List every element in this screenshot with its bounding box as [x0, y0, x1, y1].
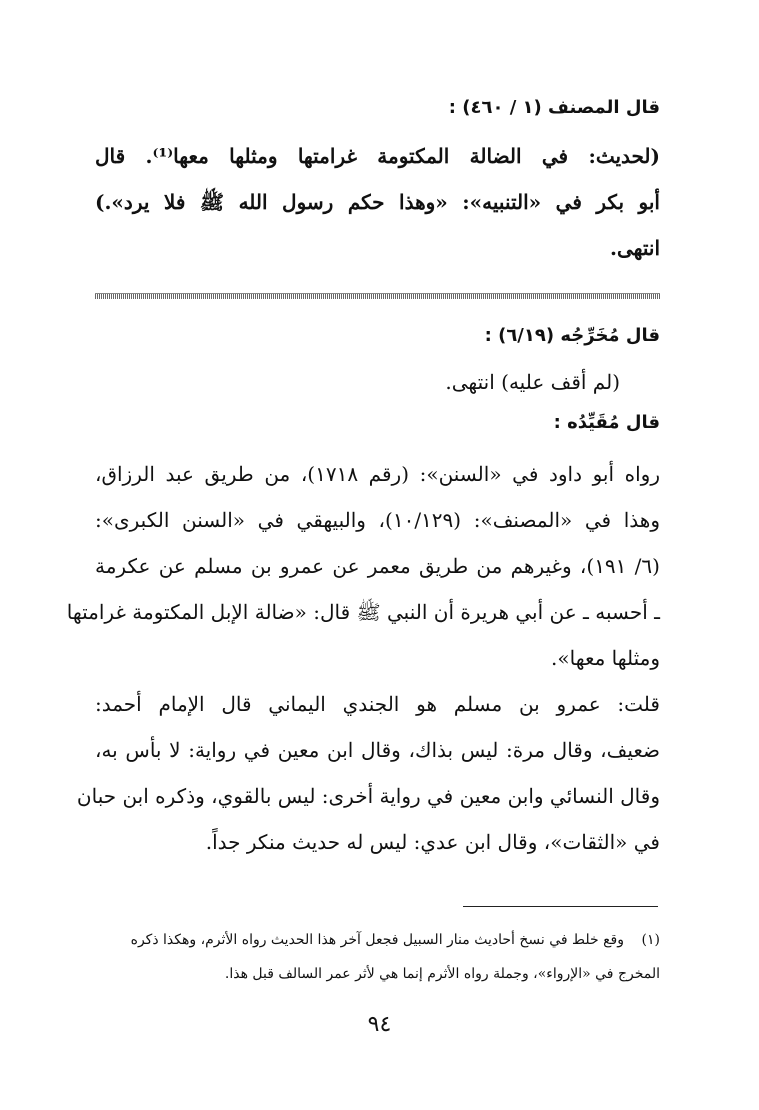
section-heading-muqayyid: قال مُقَيِّدُه : [553, 412, 660, 433]
paragraph-line: رواه أبو داود في «السنن»: (رقم ١٧١٨)، من طريق عبد الرزاق، [95, 462, 660, 486]
quote-line: (لحديث: في الضالة المكتومة غرامتها ومثلها معها⁽¹⁾. قال [95, 144, 660, 168]
takhrij-text: (لم أقف عليه) انتهى. [445, 370, 620, 394]
paragraph-line: في «الثقات»، وقال ابن عدي: ليس له حديث منكر جداً. [205, 830, 660, 854]
paragraph-line: (٦/ ١٩١)، وغيرهم من طريق معمر عن عمرو بن مسلم عن عكرمة [95, 554, 660, 578]
quote-line: أبو بكر في «التنبيه»: «وهذا حكم رسول الله ﷺ فلا يرد».) [95, 190, 660, 214]
section-divider [95, 293, 660, 299]
section-heading-takhrij: قال مُخَرِّجُه (٦/١٩) : [484, 325, 660, 346]
paragraph-line: قلت: عمرو بن مسلم هو الجندي اليماني قال الإمام أحمد: [95, 692, 660, 716]
footnote-separator [463, 906, 658, 907]
paragraph-line: ومثلها معها». [551, 646, 660, 670]
footnote-line-2: المخرج في «الإرواء»، وجملة رواه الأثرم إنما هي لأثر عمر السالف قبل هذا. [224, 966, 660, 982]
page-number: ٩٤ [367, 1012, 392, 1037]
footnote [95, 932, 660, 948]
paragraph-line: ضعيف، وقال مرة: ليس بذاك، وقال ابن معين في رواية: لا بأس به، [95, 738, 660, 762]
paragraph-line: وهذا في «المصنف»: (١٠/١٢٩)، والبيهقي في «السنن الكبرى»: [95, 508, 661, 532]
paragraph-line: ـ أحسبه ـ عن أبي هريرة أن النبي ﷺ قال: «ضالة الإبل المكتومة غرامتها [66, 600, 660, 624]
paragraph-line: وقال النسائي وابن معين في رواية أخرى: ليس بالقوي، وذكره ابن حبان [76, 784, 660, 808]
quote-line: انتهى. [609, 236, 660, 260]
footnote-line: وقع خلط في نسخ أحاديث منار السبيل فجعل آخر هذا الحديث رواه الأثرم، وهكذا ذكره [130, 932, 624, 948]
footnote-marker: (١) [641, 932, 660, 948]
section-heading-author: قال المصنف (١ / ٤٦٠) : [448, 97, 660, 118]
